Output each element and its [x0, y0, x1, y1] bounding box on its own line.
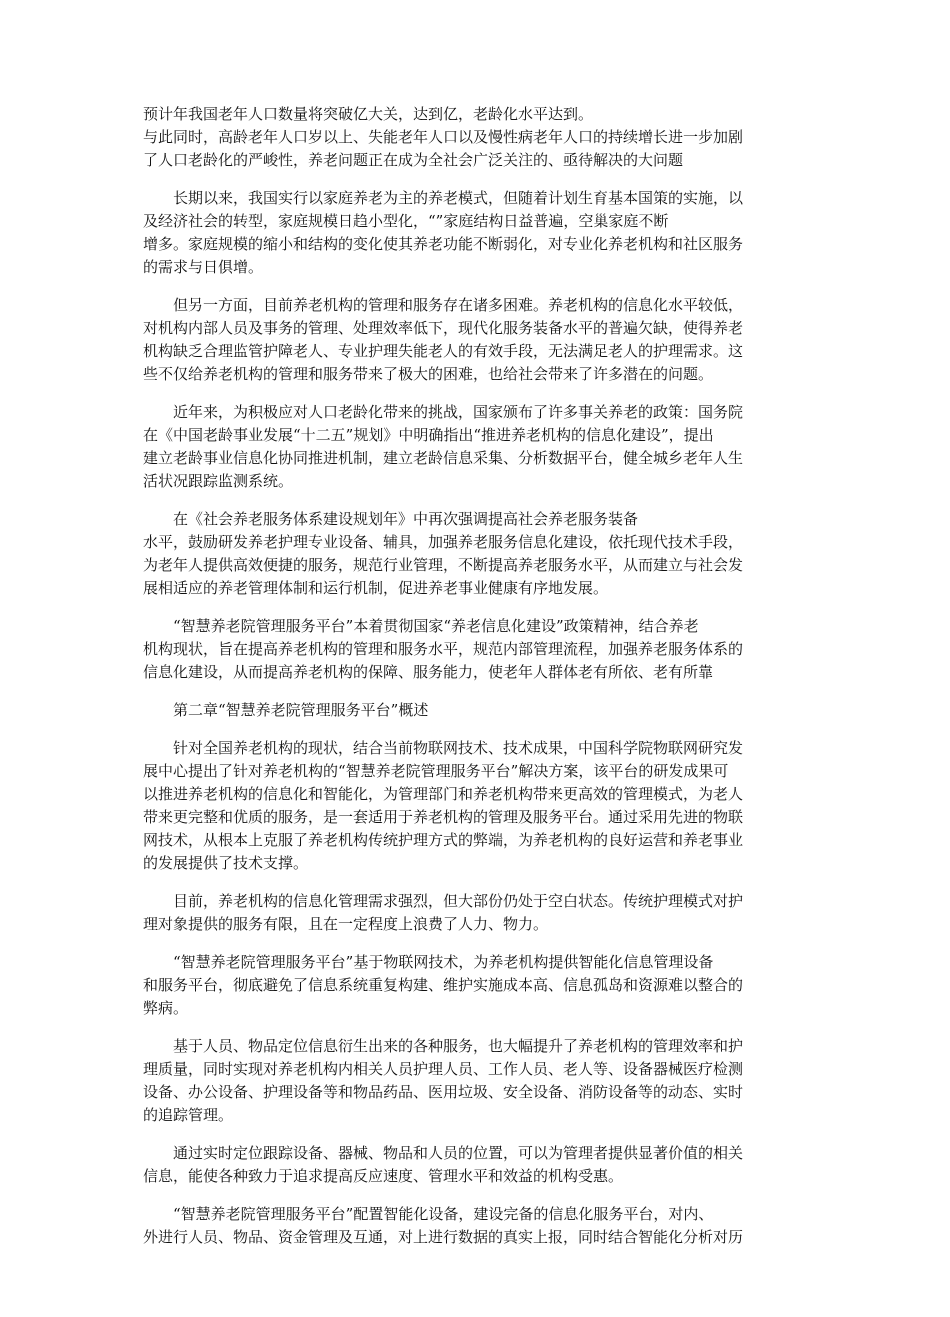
paragraph: [143, 294, 808, 386]
text-line: 活状况跟踪监测系统。: [143, 472, 294, 490]
text-line: 机构缺乏合理监管护障老人、专业护理失能老人的有效手段，无法满足老人的护理需求。这: [143, 342, 744, 360]
paragraph-spacer: [143, 1127, 808, 1142]
paragraph-spacer: [143, 386, 808, 401]
text-line: 基于人员、物品定位信息衍生出来的各种服务，也大幅提升了养老机构的管理效率和护: [173, 1037, 744, 1055]
text-line: 些不仅给养老机构的管理和服务带来了极大的困难，也给社会带来了许多潜在的问题。: [143, 365, 714, 383]
text-line: 预计年我国老年人口数量将突破亿大关，达到亿，老龄化水平达到。: [143, 105, 594, 123]
text-line: 展相适应的养老管理体制和运行机制，促进养老事业健康有序地发展。: [143, 579, 609, 597]
paragraph: [143, 1142, 808, 1188]
text-line: “智慧养老院管理服务平台”本着贯彻国家“养老信息化建设”政策精神，结合养老: [173, 617, 699, 635]
paragraph-spacer: [143, 172, 808, 187]
text-line: 以推进养老机构的信息化和智能化，为管理部门和养老机构带来更高效的管理模式，为老人: [143, 785, 744, 803]
paragraph: [143, 508, 808, 600]
paragraph: [143, 1203, 808, 1249]
paragraph-spacer: [143, 1020, 808, 1035]
text-line: 展中心提出了针对养老机构的“智慧养老院管理服务平台”解决方案，该平台的研发成果可: [143, 762, 729, 780]
text-line: 带来更完整和优质的服务，是一套适用于养老机构的管理及服务平台。通过采用先进的物联: [143, 808, 744, 826]
paragraph-spacer: [143, 493, 808, 508]
text-line: 目前，养老机构的信息化管理需求强烈，但大部份仍处于空白状态。传统护理模式对护: [173, 892, 744, 910]
text-line: 通过实时定位跟踪设备、器械、物品和人员的位置，可以为管理者提供显著价值的相关: [173, 1144, 744, 1162]
paragraph-spacer: [143, 684, 808, 699]
paragraph: [143, 699, 808, 722]
text-line: 理质量，同时实现对养老机构内相关人员护理人员、工作人员、老人等、设备器械医疗检测: [143, 1060, 744, 1078]
text-line: 信息，能使各种致力于追求提高反应速度、管理水平和效益的机构受惠。: [143, 1167, 624, 1185]
text-line: 针对全国养老机构的现状，结合当前物联网技术、技术成果，中国科学院物联网研究发: [173, 739, 744, 757]
paragraph: [143, 187, 808, 279]
text-line: 网技术，从根本上克服了养老机构传统护理方式的弊端，为养老机构的良好运营和养老事业: [143, 831, 744, 849]
paragraph-spacer: [143, 279, 808, 294]
text-line: 与此同时，高龄老年人口岁以上、失能老年人口以及慢性病老年人口的持续增长进一步加剧: [143, 128, 744, 146]
paragraph-spacer: [143, 936, 808, 951]
text-line: 建立老龄事业信息化协同推进机制，建立老龄信息采集、分析数据平台，健全城乡老年人生: [143, 449, 744, 467]
paragraph-spacer: [143, 1188, 808, 1203]
text-line: 对机构内部人员及事务的管理、处理效率低下，现代化服务装备水平的普遍欠缺，使得养老: [143, 319, 744, 337]
text-line: 弊病。: [143, 999, 189, 1017]
paragraph: [143, 103, 808, 172]
text-line: 设备、办公设备、护理设备等和物品药品、医用垃圾、安全设备、消防设备等的动态、实时: [143, 1083, 744, 1101]
text-line: 理对象提供的服务有限，且在一定程度上浪费了人力、物力。: [143, 915, 549, 933]
text-line: 长期以来，我国实行以家庭养老为主的养老模式，但随着计划生育基本国策的实施，以: [173, 189, 744, 207]
text-line: 为老年人提供高效便捷的服务，规范行业管理，不断提高养老服务水平，从而建立与社会发: [143, 556, 744, 574]
text-line: 信息化建设，从而提高养老机构的保障、服务能力，使老年人群体老有所依、老有所靠: [143, 663, 714, 681]
text-line: 及经济社会的转型，家庭规模日趋小型化，“”家庭结构日益普遍，空巢家庭不断: [143, 212, 669, 230]
text-line: 水平，鼓励研发养老护理专业设备、辅具，加强养老服务信息化建设，依托现代技术手段，: [143, 533, 744, 551]
paragraph-spacer: [143, 722, 808, 737]
paragraph: [143, 401, 808, 493]
text-line: “智慧养老院管理服务平台”配置智能化设备，建设完备的信息化服务平台，对内、: [173, 1205, 714, 1223]
paragraph-spacer: [143, 875, 808, 890]
text-line: 在《社会养老服务体系建设规划年》中再次强调提高社会养老服务装备: [173, 510, 639, 528]
chapter-heading: 第二章“智慧养老院管理服务平台”概述: [173, 701, 429, 719]
text-line: 了人口老龄化的严峻性，养老问题正在成为全社会广泛关注的、亟待解决的大问题: [143, 151, 684, 169]
text-line: 增多。家庭规模的缩小和结构的变化使其养老功能不断弱化，对专业化养老机构和社区服务: [143, 235, 744, 253]
text-line: 的发展提供了技术支撑。: [143, 854, 309, 872]
text-line: 的追踪管理。: [143, 1106, 234, 1124]
text-line: “智慧养老院管理服务平台”基于物联网技术，为养老机构提供智能化信息管理设备: [173, 953, 714, 971]
text-line: 机构现状，旨在提高养老机构的管理和服务水平，规范内部管理流程，加强养老服务体系的: [143, 640, 744, 658]
text-line: 外进行人员、物品、资金管理及互通，对上进行数据的真实上报，同时结合智能化分析对历: [143, 1228, 744, 1246]
paragraph: [143, 1035, 808, 1127]
text-line: 和服务平台，彻底避免了信息系统重复构建、维护实施成本高、信息孤岛和资源难以整合的: [143, 976, 744, 994]
paragraph: [143, 615, 808, 684]
paragraph: [143, 890, 808, 936]
text-line: 的需求与日俱增。: [143, 258, 264, 276]
text-line: 在《中国老龄事业发展“十二五”规划》中明确指出“推进养老机构的信息化建设”，提出: [143, 426, 714, 444]
text-line: 但另一方面，目前养老机构的管理和服务存在诸多困难。养老机构的信息化水平较低，: [173, 296, 744, 314]
paragraph-spacer: [143, 600, 808, 615]
paragraph: [143, 737, 808, 875]
text-line: 近年来，为积极应对人口老龄化带来的挑战，国家颁布了许多事关养老的政策：国务院: [173, 403, 744, 421]
paragraph: [143, 951, 808, 1020]
document-page: [143, 103, 808, 1249]
